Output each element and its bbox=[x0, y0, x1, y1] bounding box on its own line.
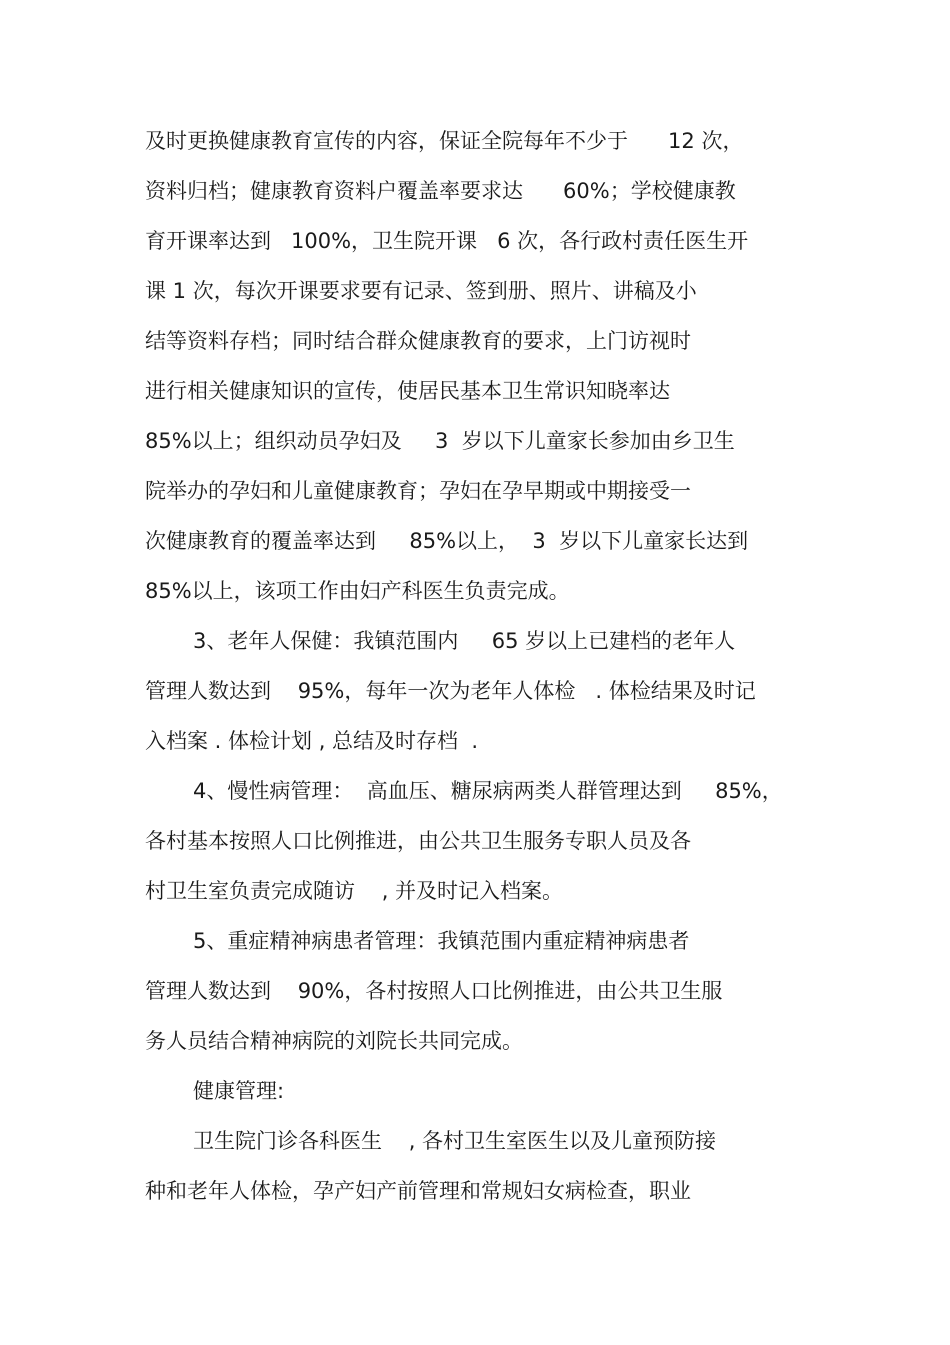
paragraph-line: 入档案 . 体检计划 , 总结及时存档 . bbox=[145, 729, 479, 753]
paragraph-line: 进行相关健康知识的宣传，使居民基本卫生常识知晓率达 bbox=[145, 379, 670, 403]
section-heading-elderly-care: 3、老年人保健：我镇范围内 65 岁以上已建档的老年人 bbox=[193, 629, 736, 653]
paragraph-line: 务人员结合精神病院的刘院长共同完成。 bbox=[145, 1029, 523, 1053]
paragraph-line: 85%以上，该项工作由妇产科医生负责完成。 bbox=[145, 579, 570, 603]
paragraph-line: 管理人数达到 90%，各村按照人口比例推进，由公共卫生服 bbox=[145, 979, 723, 1003]
paragraph-line: 卫生院门诊各科医生 , 各村卫生室医生以及儿童预防接 bbox=[193, 1129, 717, 1153]
paragraph-line: 村卫生室负责完成随访 , 并及时记入档案。 bbox=[145, 879, 564, 903]
paragraph-line: 资料归档；健康教育资料户覆盖率要求达 60%；学校健康教 bbox=[145, 179, 736, 203]
paragraph-line: 及时更换健康教育宣传的内容，保证全院每年不少于 12 次， bbox=[145, 129, 744, 153]
paragraph-line: 管理人数达到 95%，每年一次为老年人体检 . 体检结果及时记 bbox=[145, 679, 756, 703]
paragraph-line: 次健康教育的覆盖率达到 85%以上， 3 岁以下儿童家长达到 bbox=[145, 529, 749, 553]
paragraph-line: 院举办的孕妇和儿童健康教育；孕妇在孕早期或中期接受一 bbox=[145, 479, 691, 503]
section-heading-chronic-disease: 4、慢性病管理： 高血压、糖尿病两类人群管理达到 85%， bbox=[193, 779, 783, 803]
paragraph-line: 结等资料存档；同时结合群众健康教育的要求，上门访视时 bbox=[145, 329, 691, 353]
paragraph-line: 课 1 次，每次开课要求要有记录、签到册、照片、讲稿及小 bbox=[145, 279, 697, 303]
paragraph-line: 种和老年人体检，孕产妇产前管理和常规妇女病检查，职业 bbox=[145, 1179, 691, 1203]
paragraph-line: 各村基本按照人口比例推进，由公共卫生服务专职人员及各 bbox=[145, 829, 691, 853]
paragraph-line: 育开课率达到 100%，卫生院开课 6 次，各行政村责任医生开 bbox=[145, 229, 749, 253]
section-heading-health-management: 健康管理: bbox=[193, 1079, 285, 1103]
paragraph-line: 85%以上；组织动员孕妇及 3 岁以下儿童家长参加由乡卫生 bbox=[145, 429, 735, 453]
section-heading-mental-illness: 5、重症精神病患者管理：我镇范围内重症精神病患者 bbox=[193, 929, 690, 953]
